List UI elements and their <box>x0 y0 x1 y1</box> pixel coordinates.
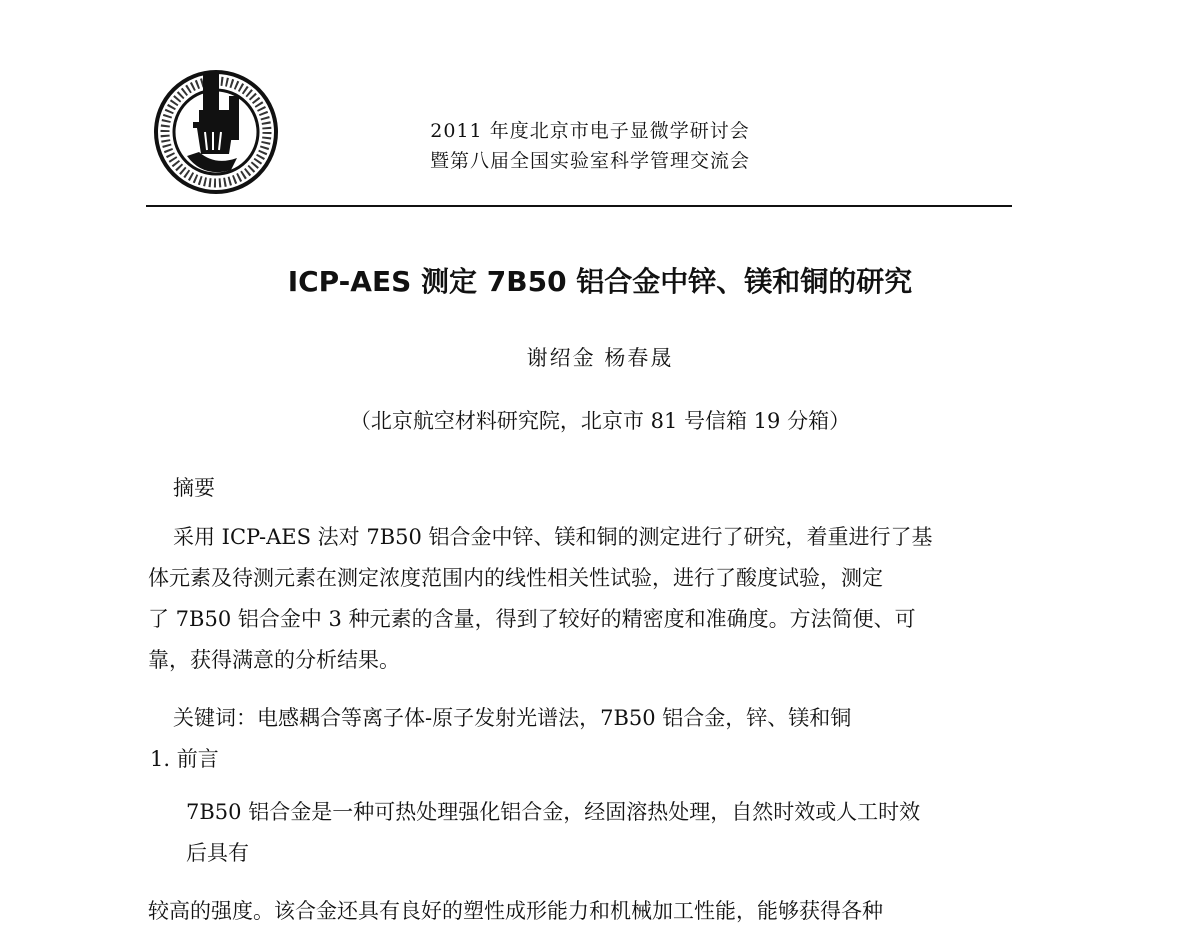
abstract-heading: 摘要 <box>173 476 215 500</box>
society-seal-icon <box>153 66 279 196</box>
conference-header <box>400 116 780 176</box>
abstract-line: 采用 ICP-AES 法对 7B50 铝合金中锌、镁和铜的测定进行了研究，着重进行了基 <box>173 525 933 549</box>
abstract-line: 了 7B50 铝合金中 3 种元素的含量，得到了较好的精密度和准确度。方法简便、可 <box>148 607 916 631</box>
keywords-line: 关键词：电感耦合等离子体-原子发射光谱法，7B50 铝合金，锌、镁和铜 <box>173 706 852 730</box>
section-heading: 1. 前言 <box>150 747 219 771</box>
intro-line: 后具有 <box>186 841 249 865</box>
abstract-line: 体元素及待测元素在测定浓度范围内的线性相关性试验，进行了酸度试验，测定 <box>148 566 883 590</box>
paper-title: ICP-AES 测定 7B50 铝合金中锌、镁和铜的研究 <box>287 265 913 298</box>
paper-affiliation: （北京航空材料研究院，北京市 81 号信箱 19 分箱） <box>349 409 851 433</box>
abstract-line: 靠，获得满意的分析结果。 <box>148 648 400 672</box>
intro-line: 较高的强度。该合金还具有良好的塑性成形能力和机械加工性能，能够获得各种 <box>148 899 883 923</box>
conference-line-1: 2011 年度北京市电子显微学研讨会 <box>430 120 750 142</box>
paper-authors: 谢绍金 杨春晟 <box>526 346 674 370</box>
intro-line: 7B50 铝合金是一种可热处理强化铝合金，经固溶热处理，自然时效或人工时效 <box>186 800 921 824</box>
header-divider <box>146 205 1012 207</box>
conference-line-2: 暨第八届全国实验室科学管理交流会 <box>429 150 750 172</box>
